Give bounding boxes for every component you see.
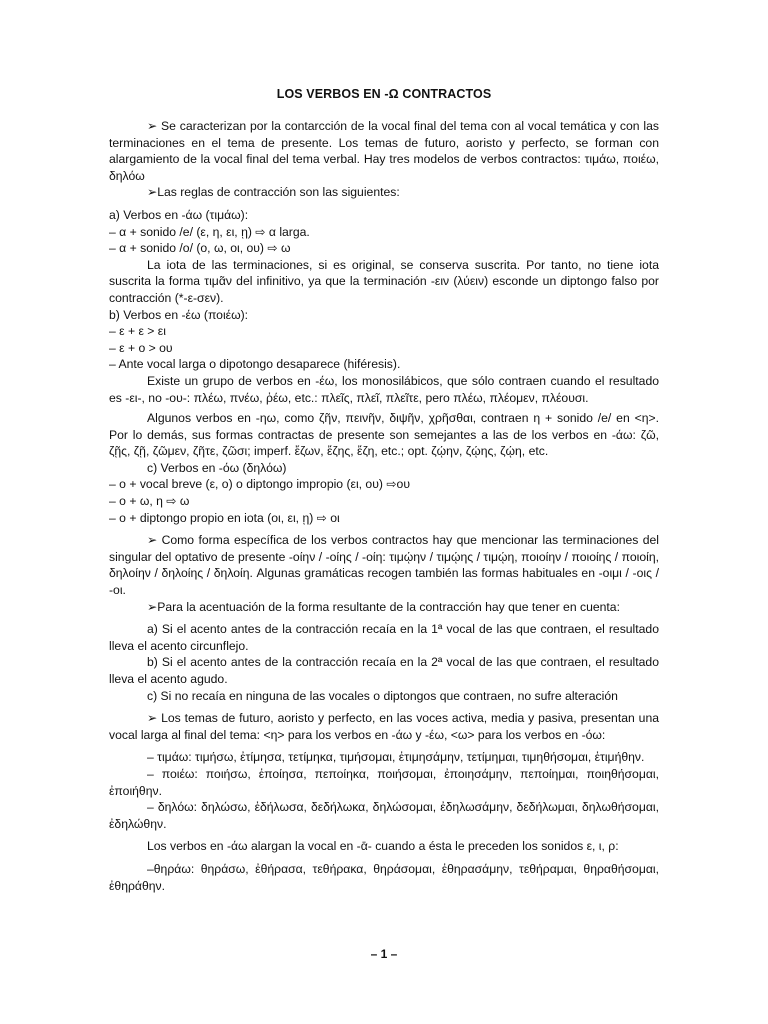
- rule-line: – ο + ω, η ⇨ ω: [109, 494, 190, 509]
- paragraph-eta-verbs: Algunos verbos en -ηω, como ζῆν, πεινῆν, διψῆν, χρῆσθαι, contraen η + sonido /e/ en <η>. Por lo demás, sus formas contractas de presente son semejantes a las de los verbos en -άω: ζῶ, ζῇς, ζῇ, ζῶμεν, ζῆτε, ζῶσι; imperf. ἔζων, ἔζης, ἔζη, etc.; opt. ζῴην, ζῴης, ζῴη, etc.: [109, 411, 659, 459]
- conjugation-deloo: – δηλόω: δηλώσω, ἐδήλωσα, δεδήλωκα, δηλώσομαι, ἐδηλωσάμην, δεδήλωμαι, δηλωθήσομαι, ἐδηλώθην.: [109, 800, 659, 831]
- document-title: LOS VERBOS EN -Ω CONTRACTOS: [276, 87, 492, 101]
- paragraph-monosyllabic: Existe un grupo de verbos en -έω, los monosilábicos, que sólo contraen cuando el resultado es -ει-, no -ου-: πλέω, πνέω, ῥέω, etc.: πλεῖς, πλεῖ, πλεῖτε, pero πλέω, πλέομεν, πλέουσι.: [109, 373, 659, 405]
- rule-line: – α + sonido /o/ (ο, ω, οι, ου) ⇨ ω: [109, 241, 291, 256]
- subheading-verbs-ow: c) Verbos en -όω (δηλόω): [147, 460, 287, 475]
- conjugation-therao: –θηράω: θηράσω, ἐθήρασα, τεθήρακα, θηράσομαι, ἐθηρασάμην, τεθήραμαι, θηραθήσομαι, ἐθηράθην.: [109, 861, 659, 893]
- subheading-verbs-aw: a) Verbos en -άω (τιμάω):: [109, 207, 249, 222]
- paragraph-long-alpha: Los verbos en -άω alargan la vocal en -ᾱ- cuando a ésta le preceden los sonidos ε, ι, ρ:: [147, 839, 619, 854]
- paragraph-rules-heading: ➢Las reglas de contracción son las siguientes:: [147, 185, 400, 200]
- page-number: – 1 –: [370, 947, 398, 961]
- conjugation-poieo: – ποιέω: ποιήσω, ἐποίησα, πεποίηκα, ποιήσομαι, ἐποιησάμην, πεποίημαι, ποιηθήσομαι, ἐποιήθην.: [109, 766, 659, 798]
- rule-line: – α + sonido /e/ (ε, η, ει, ῃ) ⇨ α larga.: [109, 224, 310, 239]
- paragraph-intro: ➢ Se caracterizan por la contarcción de la vocal final del tema con al vocal temática y con las terminaciones en el tema de presente. Los temas de futuro, aoristo y perfecto, se forman con alargamiento de la vocal final del tema verbal. Hay tres modelos de verbos contractos: τιμάω, ποιέω, δηλόω: [109, 119, 659, 183]
- rule-line: – ο + vocal breve (ε, ο) o diptongo impropio (ει, ου) ⇨ου: [109, 477, 410, 492]
- rule-line: – ε + ε > ει: [109, 324, 166, 339]
- paragraph-accent-heading: ➢Para la acentuación de la forma resultante de la contracción hay que tener en cuenta:: [147, 599, 620, 614]
- accent-rule-b: b) Si el acento antes de la contracción recaía en la 2ª vocal de las que contraen, el resultado lleva el acento agudo.: [109, 655, 659, 686]
- document-body: [109, 118, 659, 894]
- subheading-verbs-ew: b) Verbos en -έω (ποιέω):: [109, 307, 249, 322]
- rule-line: – ο + diptongo propio en iota (οι, ει, ῃ) ⇨ οι: [109, 510, 340, 525]
- accent-rule-c: c) Si no recaía en ninguna de las vocales o diptongos que contraen, no sufre alteración: [147, 688, 618, 703]
- paragraph-iota: La iota de las terminaciones, si es original, se conserva suscrita. Por tanto, no tiene iota suscrita la forma τιμᾶν del infinitivo, ya que la terminación -ειν (λύειν) esconde un diptongo falso por contracción (*-ε-σεν).: [109, 257, 659, 305]
- conjugation-timao: – τιμάω: τιμήσω, ἐτίμησα, τετίμηκα, τιμήσομαι, ἐτιμησάμην, τετίμημαι, τιμηθήσομαι, ἐτιμήθην.: [147, 750, 645, 765]
- accent-rule-a: a) Si el acento antes de la contracción recaía en la 1ª vocal de las que contraen, el resultado lleva el acento circunflejo.: [109, 622, 659, 653]
- rule-line: – ε + ο > ου: [109, 340, 173, 355]
- rule-line: – Ante vocal larga o dipotongo desaparece (hiféresis).: [109, 357, 401, 372]
- paragraph-tense-stems: ➢ Los temas de futuro, aoristo y perfecto, en las voces activa, media y pasiva, presentan una vocal larga al final del tema: <η> para los verbos en -άω y -έω, <ω> para los verbos en -όω:: [109, 711, 659, 742]
- paragraph-optative: ➢ Como forma específica de los verbos contractos hay que mencionar las terminaciones del singular del optativo de presente -οίην / -οίης / -οίη: τιμῴην / τιμῴης / τιμῴη, ποιοίην / ποιοίης / ποιοίη, δηλοίην / δηλοίης / δηλοίη. Algunas gramáticas recogen también las formas habituales en -οιμι / -οις / -οι.: [109, 533, 659, 598]
